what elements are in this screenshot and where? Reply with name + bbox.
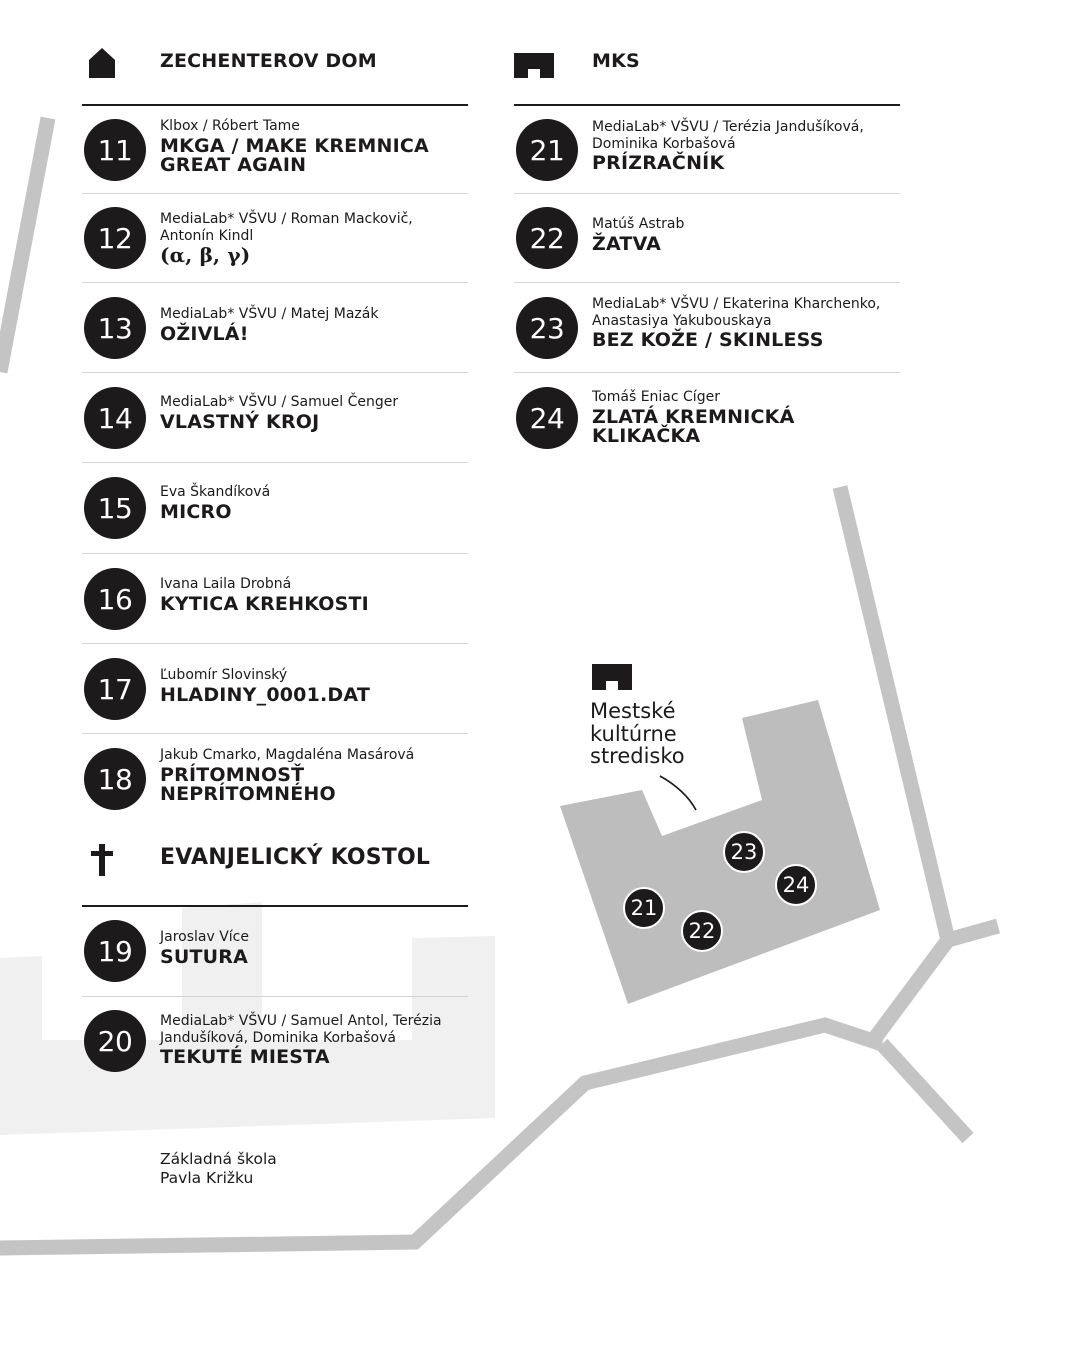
road-left (0, 118, 48, 372)
list-item (82, 644, 468, 734)
map-pin-22[interactable]: 22 (681, 910, 723, 952)
work-title: KYTICA KREHKOSTI (160, 592, 369, 615)
list-item (82, 554, 468, 644)
map-building-icon (592, 664, 632, 690)
road-southeast (882, 1044, 968, 1138)
number-badge: 23 (516, 297, 578, 359)
list-item (514, 106, 900, 194)
author-text: MediaLab* VŠVU / Samuel Čenger (160, 394, 399, 410)
number-badge: 18 (84, 748, 146, 810)
cross-icon (82, 842, 122, 878)
list-item (514, 194, 900, 283)
mks-list (514, 106, 900, 463)
list-item (82, 734, 468, 822)
author-text: Ivana Laila Drobná (160, 576, 292, 592)
work-title: ŽATVA (592, 232, 662, 255)
zechenterov-list (82, 106, 468, 822)
section-kostol (82, 842, 468, 882)
work-title: VLASTNÝ KROJ (160, 410, 320, 433)
house-icon (82, 44, 122, 80)
author-text: Matúš Astrab (592, 216, 685, 232)
number-badge: 12 (84, 207, 146, 269)
mks-map-label: Mestské kultúrne stredisko (590, 699, 685, 768)
number-badge: 21 (516, 119, 578, 181)
list-item (82, 194, 468, 283)
list-item (82, 997, 468, 1087)
section-mks (514, 44, 900, 84)
road-east-branch (948, 926, 998, 940)
author-text: Ľubomír Slovinský (160, 667, 288, 683)
work-title: OŽIVLÁ! (160, 322, 249, 345)
work-title: SUTURA (160, 945, 249, 968)
number-badge: 17 (84, 658, 146, 720)
number-badge: 11 (84, 119, 146, 181)
work-title: MICRO (160, 500, 232, 523)
number-badge: 15 (84, 477, 146, 539)
work-title: PRÍZRAČNÍK (592, 152, 725, 174)
work-title: MKGA / MAKE KREMNICA GREAT AGAIN (160, 134, 429, 176)
list-item (514, 373, 900, 463)
map-pin-24[interactable]: 24 (775, 864, 817, 906)
section-zechenterov (82, 44, 468, 84)
author-text: MediaLab* VŠVU / Samuel Antol, Terézia Jandušíková, Dominika Korbašová (160, 1013, 442, 1046)
work-title: ZLATÁ KREMNICKÁ KLIKAČKA (592, 405, 795, 447)
number-badge: 14 (84, 387, 146, 449)
road-east (840, 487, 948, 1042)
work-title: BEZ KOŽE / SKINLESS (592, 329, 824, 351)
author-text: MediaLab* VŠVU / Roman Mackovič, Antonín Kindl (160, 211, 413, 244)
section-title: EVANJELICKÝ KOSTOL (160, 845, 431, 870)
list-item (82, 463, 468, 554)
section-title: ZECHENTEROV DOM (160, 50, 377, 72)
list-item (82, 106, 468, 194)
list-item (82, 907, 468, 997)
label-leader-line (660, 776, 696, 810)
number-badge: 19 (84, 920, 146, 982)
work-title: TEKUTÉ MIESTA (160, 1046, 330, 1068)
author-text: Jaroslav Více (160, 929, 249, 945)
author-text: Klbox / Róbert Tame (160, 118, 300, 134)
number-badge: 13 (84, 297, 146, 359)
author-text: Jakub Cmarko, Magdaléna Masárová (160, 747, 415, 763)
author-text: Eva Škandíková (160, 484, 271, 500)
map-pin-21[interactable]: 21 (623, 887, 665, 929)
work-title: (α, β, γ) (160, 243, 251, 267)
number-badge: 24 (516, 387, 578, 449)
list-item (82, 283, 468, 373)
author-text: MediaLab* VŠVU / Matej Mazák (160, 306, 379, 322)
building-icon (514, 44, 558, 80)
author-text: MediaLab* VŠVU / Terézia Jandušíková, Dominika Korbašová (592, 119, 864, 152)
list-item (514, 283, 900, 373)
author-text: Tomáš Eniac Cíger (592, 389, 720, 405)
school-label: Základná škola Pavla Križku (160, 1150, 277, 1187)
map-pin-23[interactable]: 23 (723, 831, 765, 873)
number-badge: 16 (84, 568, 146, 630)
number-badge: 22 (516, 207, 578, 269)
kostol-list (82, 907, 468, 1087)
section-title: MKS (592, 50, 640, 72)
work-title: PRÍTOMNOSŤ NEPRÍTOMNÉHO (160, 763, 336, 805)
work-title: HLADINY_0001.DAT (160, 683, 370, 706)
number-badge: 20 (84, 1010, 146, 1072)
author-text: MediaLab* VŠVU / Ekaterina Kharchenko, Anastasiya Yakubouskaya (592, 296, 881, 329)
list-item (82, 373, 468, 463)
